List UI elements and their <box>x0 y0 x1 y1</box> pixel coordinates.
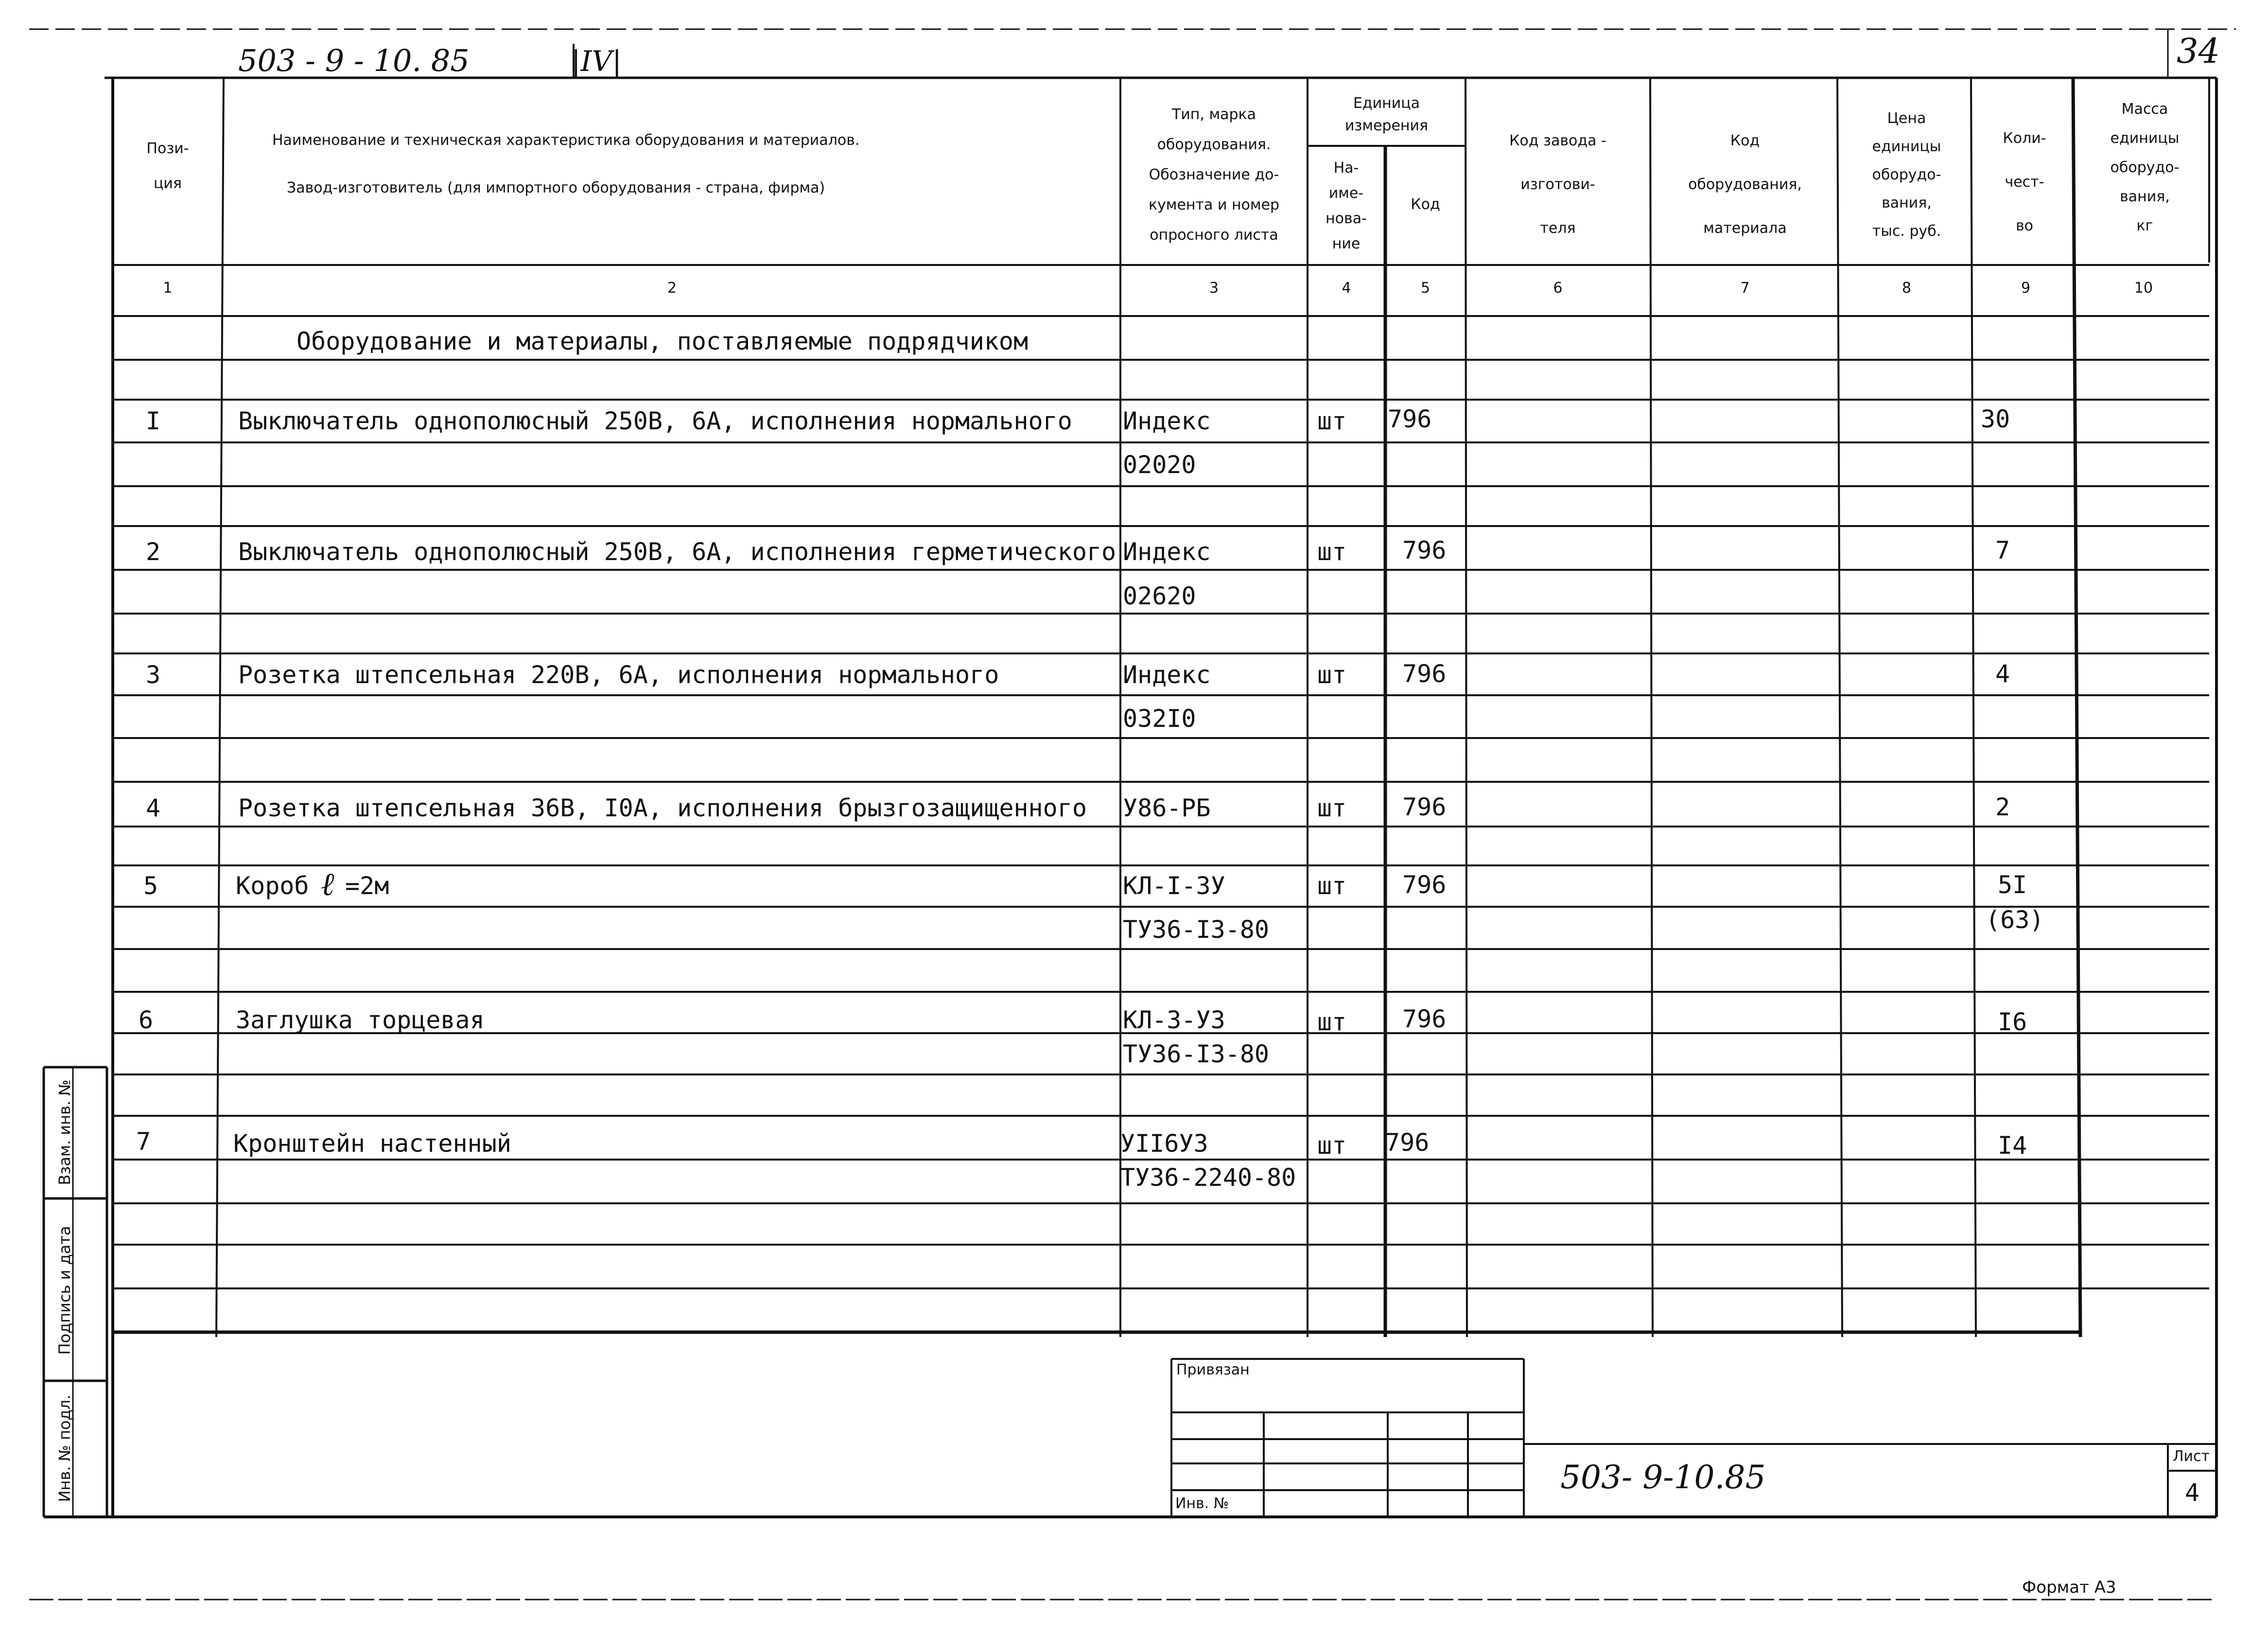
top-mark: |IV| <box>571 45 622 78</box>
item-3-type-2: 032I0 <box>1123 704 1196 733</box>
col-header-8: Цена единицы оборудо- вания, тыс. руб. <box>1872 110 1941 240</box>
col-sep-1 <box>216 78 224 1337</box>
col-header-4: На- име- нова- ние <box>1326 159 1367 252</box>
item-7-unit: шт <box>1317 1131 1347 1160</box>
col-header-7: Код оборудования, материала <box>1688 132 1802 237</box>
col-header-2-line1: Наименование и техническая характеристика оборудования и материалов. <box>272 132 860 149</box>
item-5-qty: 5I <box>1998 871 2027 899</box>
col-num-6: 6 <box>1553 280 1563 297</box>
item-1-type-2: 02020 <box>1123 451 1196 479</box>
item-6-pos: 6 <box>139 1006 154 1034</box>
col-header-2-line2: Завод-изготовитель (для импортного оборудования - страна, фирма) <box>287 179 825 196</box>
section-title: Оборудование и материалы, поставляемые подрядчиком <box>297 327 1029 355</box>
col-header-10: Масса единицы оборудо- вания, кг <box>2110 101 2180 234</box>
col-header-6: Код завода - изготови- теля <box>1509 132 1606 237</box>
item-3-name: Розетка штепсельная 220В, 6А, исполнения нормального <box>238 661 999 689</box>
stamp-inv-no: Инв. № <box>1175 1495 1229 1512</box>
item-3-qty: 4 <box>1995 660 2010 688</box>
item-1-type: Индекс <box>1123 407 1211 435</box>
item-6-type: КЛ-3-У3 <box>1123 1006 1225 1034</box>
item-2-type-2: 02620 <box>1123 582 1196 610</box>
item-6-name: Заглушка торцевая <box>236 1006 485 1034</box>
side-label-podpis-data: Подпись и дата <box>55 1226 74 1355</box>
item-2-code: 796 <box>1402 536 1447 564</box>
item-5-name: Короб <box>236 872 309 900</box>
item-4-unit: шт <box>1317 794 1347 822</box>
item-7-qty: I4 <box>1998 1131 2027 1160</box>
item-6-unit: шт <box>1317 1008 1347 1036</box>
col-num-9: 9 <box>2021 280 2031 297</box>
col-sep-8 <box>1971 78 1976 1337</box>
item-4-qty: 2 <box>1995 793 2010 821</box>
item-4-name: Розетка штепсельная 36В, I0А, исполнения брызгозащищенного <box>238 794 1087 822</box>
item-4-code: 796 <box>1402 793 1447 821</box>
doc-code-top: 503 - 9 - 10. 85 <box>238 43 470 78</box>
item-5-ell-symbol: ℓ <box>321 865 334 903</box>
item-3-pos: 3 <box>146 661 161 689</box>
item-5-type: КЛ-I-3У <box>1123 872 1225 900</box>
unit-group-header: Единица измерения <box>1344 95 1429 134</box>
item-2-name: Выключатель однополюсный 250В, 6А, исполнения герметического <box>238 538 1117 566</box>
item-1-name: Выключатель однополюсный 250В, 6А, исполнения нормального <box>238 407 1072 435</box>
item-3-unit: шт <box>1317 661 1347 689</box>
side-label-inv-podl: Инв. № подл. <box>55 1394 74 1502</box>
item-1-pos: I <box>146 407 161 435</box>
col-num-7: 7 <box>1740 280 1750 297</box>
item-2-type: Индекс <box>1123 538 1211 566</box>
col-num-5: 5 <box>1420 280 1431 297</box>
col-num-2: 2 <box>667 280 677 297</box>
col-header-5: Код <box>1411 196 1440 213</box>
item-7-code: 796 <box>1385 1128 1430 1157</box>
col-sep-6 <box>1650 78 1653 1337</box>
item-7-pos: 7 <box>136 1127 151 1156</box>
item-5-unit: шт <box>1317 872 1347 900</box>
col-num-8: 8 <box>1902 280 1912 297</box>
item-1-code: 796 <box>1388 405 1432 433</box>
col-header-3: Тип, марка оборудования. Обозначение до- кумента и номер опросного листа <box>1148 106 1280 244</box>
item-5-type-2: ТУ36-I3-80 <box>1123 915 1270 944</box>
item-1-unit: шт <box>1317 407 1347 435</box>
col-sep-5 <box>1465 78 1467 1337</box>
sheet-corner-number: 34 <box>2177 31 2220 71</box>
col-num-4: 4 <box>1342 280 1351 297</box>
stamp-privyazan: Привязан <box>1176 1361 1250 1378</box>
item-7-type-2: ТУ36-2240-80 <box>1120 1163 1296 1192</box>
item-4-type: У86-РБ <box>1123 794 1211 822</box>
privyazan-stamp-grid <box>1171 1359 1524 1517</box>
item-7-type: УII6У3 <box>1120 1129 1208 1158</box>
item-2-pos: 2 <box>146 538 161 566</box>
item-2-qty: 7 <box>1995 536 2010 564</box>
col-sep-7 <box>1837 78 1842 1337</box>
item-7-name: Кронштейн настенный <box>233 1129 511 1158</box>
item-3-type: Индекс <box>1123 661 1211 689</box>
col-header-1: Пози- ция <box>146 140 189 192</box>
item-5-name-suffix: =2м <box>345 872 389 900</box>
format-label: Формат А3 <box>2022 1578 2116 1597</box>
item-1-qty: 30 <box>1981 405 2010 433</box>
side-label-vzam-inv: Взам. инв. № <box>55 1079 74 1185</box>
item-6-type-2: ТУ36-I3-80 <box>1123 1040 1270 1068</box>
item-6-code: 796 <box>1402 1005 1447 1033</box>
item-3-code: 796 <box>1402 660 1447 688</box>
item-5-qty-2: (63) <box>1986 906 2044 934</box>
stamp-doc-code: 503- 9-10.85 <box>1560 1459 1766 1496</box>
col-header-9: Коли- чест- во <box>2003 130 2046 234</box>
stamp-sheet-number: 4 <box>2185 1479 2200 1507</box>
item-6-qty: I6 <box>1998 1008 2027 1036</box>
col-num-10: 10 <box>2134 280 2153 297</box>
col-num-1: 1 <box>163 280 173 297</box>
col-num-3: 3 <box>1209 280 1219 297</box>
item-5-pos: 5 <box>143 872 158 900</box>
item-4-pos: 4 <box>146 794 161 822</box>
item-2-unit: шт <box>1317 538 1347 566</box>
col-sep-9 <box>2073 78 2080 1337</box>
stamp-sheet-label: Лист <box>2173 1448 2210 1465</box>
item-5-code: 796 <box>1402 871 1447 899</box>
